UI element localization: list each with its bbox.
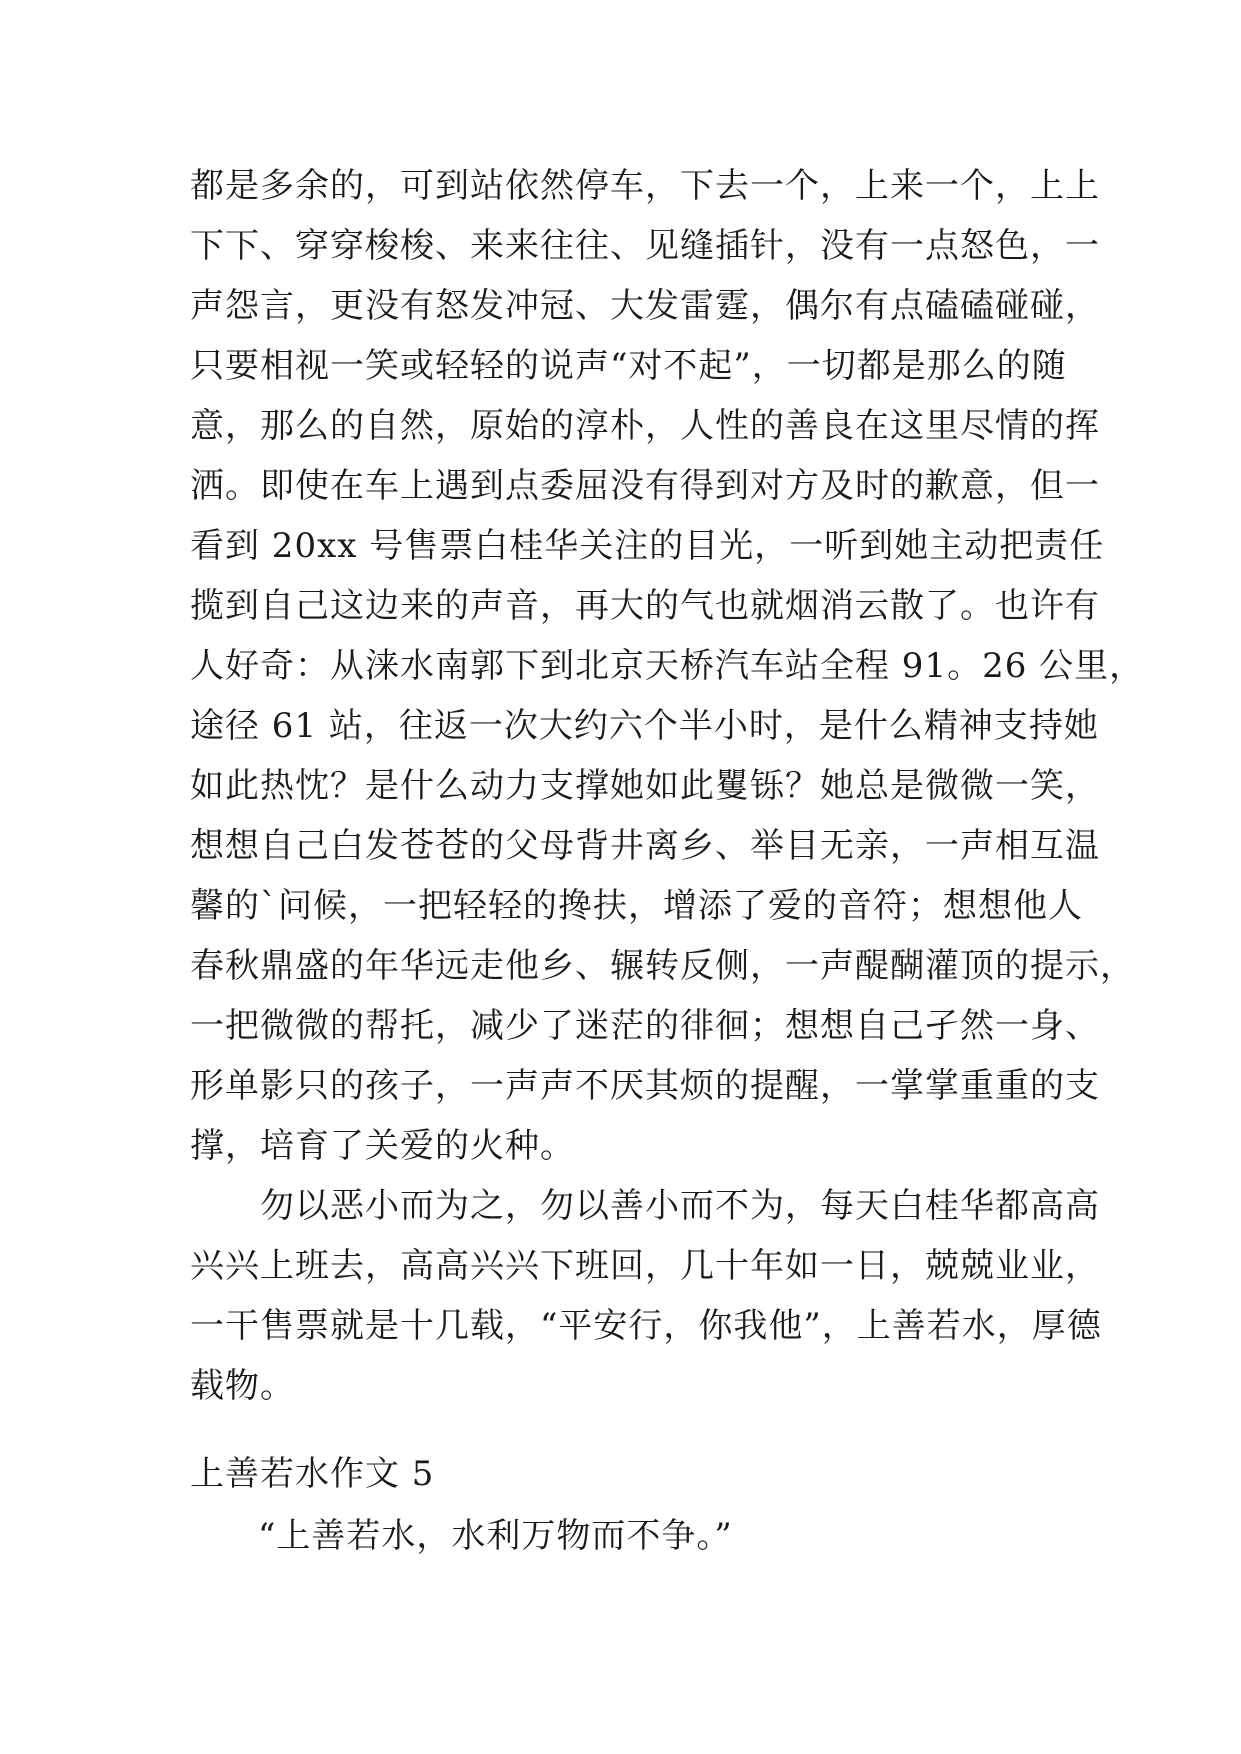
paragraph-1-line: 形单影只的孩子，一声声不厌其烦的提醒，一掌掌重重的支 (190, 1066, 1100, 1106)
paragraph-2-line: 勿以恶小而为之，勿以善小而不为，每天白桂华都高高 (190, 1186, 1100, 1226)
paragraph-1-line: 想想自己白发苍苍的父母背井离乡、举目无亲，一声相互温 (190, 826, 1100, 866)
paragraph-1-line: 洒。即使在车上遇到点委屈没有得到对方及时的歉意，但一 (190, 466, 1100, 506)
paragraph-1-line: 途径 61 站，往返一次大约六个半小时，是什么精神支持她 (190, 706, 1099, 746)
paragraph-1-line: 馨的`问候，一把轻轻的搀扶，增添了爱的音符；想想他人 (190, 886, 1083, 926)
section-heading: 上善若水作文 5 (190, 1454, 435, 1494)
paragraph-1-line: 撑，培育了关爱的火种。 (190, 1126, 575, 1166)
paragraph-1-line: 下下、穿穿梭梭、来来往往、见缝插针，没有一点怒色，一 (190, 226, 1100, 266)
paragraph-1-line: 如此热忱？是什么动力支撑她如此矍铄？她总是微微一笑， (190, 766, 1100, 806)
paragraph-1-line: 意，那么的自然，原始的淳朴，人性的善良在这里尽情的挥 (190, 406, 1100, 446)
paragraph-1-line: 都是多余的，可到站依然停车，下去一个，上来一个，上上 (190, 166, 1100, 206)
paragraph-2-line: 兴兴上班去，高高兴兴下班回，几十年如一日，兢兢业业， (190, 1246, 1100, 1286)
paragraph-1-line: 看到 20xx 号售票白桂华关注的目光，一听到她主动把责任 (190, 526, 1105, 566)
paragraph-2-line: 载物。 (190, 1366, 295, 1406)
body-text (190, 156, 1145, 1416)
paragraph-1-line: 人好奇：从涞水南郭下到北京天桥汽车站全程 91。26 公里， (190, 646, 1145, 686)
paragraph-2-line: 一干售票就是十几载，“平安行，你我他”，上善若水，厚德 (190, 1306, 1102, 1346)
paragraph-1-line: 春秋鼎盛的年华远走他乡、辗转反侧，一声醍醐灌顶的提示， (190, 946, 1135, 986)
paragraph-1-line: 声怨言，更没有怒发冲冠、大发雷霆，偶尔有点磕磕碰碰， (190, 286, 1100, 326)
paragraph-1-line: 揽到自己这边来的声音，再大的气也就烟消云散了。也许有 (190, 586, 1100, 626)
quote-line: “上善若水，水利万物而不争。” (258, 1516, 733, 1556)
paragraph-1-line: 一把微微的帮托，减少了迷茫的徘徊；想想自己孑然一身、 (190, 1006, 1100, 1046)
paragraph-1-line: 只要相视一笑或轻轻的说声“对不起”，一切都是那么的随 (190, 346, 1067, 386)
